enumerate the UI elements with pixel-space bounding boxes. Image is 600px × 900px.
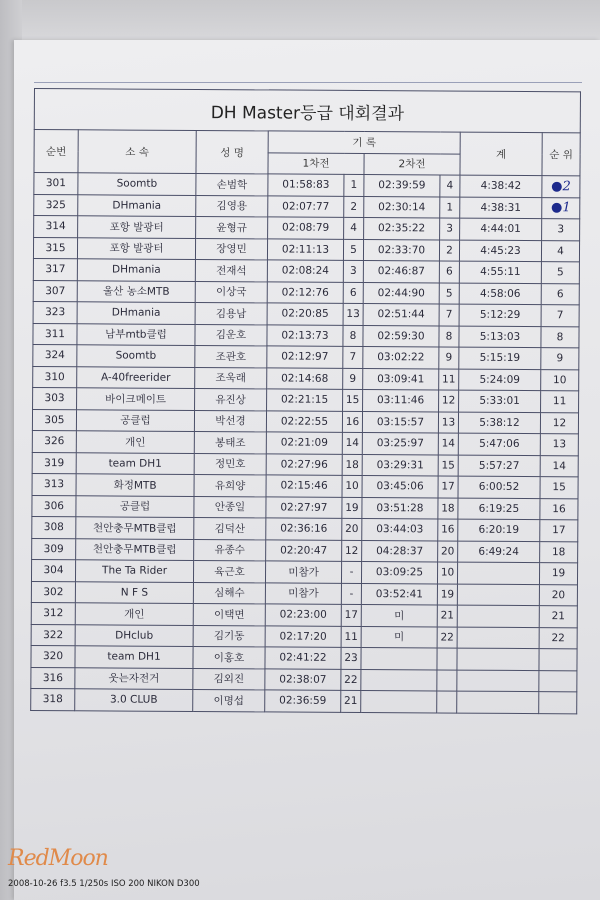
- results-table: [30, 88, 581, 714]
- row-final-rank: [539, 670, 577, 692]
- row-run2-rank: [437, 669, 457, 691]
- row-name: 김영용: [196, 195, 268, 217]
- row-final-rank: 3: [542, 219, 580, 241]
- row-name: 김기동: [193, 625, 265, 647]
- row-run2-time: [361, 669, 437, 691]
- row-run1-rank: 18: [342, 454, 362, 476]
- row-number: 325: [34, 194, 78, 216]
- row-run1-rank: 17: [341, 604, 361, 626]
- row-run2-rank: 21: [437, 605, 457, 627]
- page-title: DH Master등급 대회결과: [34, 89, 580, 133]
- row-team: 개인: [75, 603, 193, 625]
- row-run2-time: 04:28:37: [362, 540, 438, 562]
- row-team: 남부mtb클럽: [77, 323, 195, 345]
- row-run2-rank: 4: [440, 175, 460, 197]
- row-run1-time: 02:21:09: [266, 432, 342, 454]
- row-run1-time: 02:20:85: [267, 303, 343, 325]
- row-run2-time: 03:02:22: [363, 347, 439, 369]
- row-final-rank: 6: [541, 283, 579, 305]
- row-total: 5:47:06: [458, 433, 540, 455]
- row-final-rank: 20: [539, 584, 577, 606]
- row-team: team DH1: [76, 452, 194, 474]
- row-team: Soomtb: [78, 173, 196, 195]
- row-run2-rank: 8: [439, 325, 459, 347]
- row-final-rank: 16: [540, 498, 578, 520]
- row-final-rank: 11: [541, 391, 579, 413]
- exif-info: 2008-10-26 f3.5 1/250s ISO 200 NIKON D300: [8, 879, 200, 889]
- row-total: 5:33:01: [459, 390, 541, 412]
- row-run1-rank: 11: [341, 626, 361, 648]
- row-final-rank: 14: [540, 455, 578, 477]
- row-total: 4:58:06: [459, 283, 541, 305]
- row-total: 6:49:24: [458, 541, 540, 563]
- row-name: 안종일: [194, 496, 266, 518]
- row-run1-rank: 1: [344, 174, 364, 196]
- row-run2-time: 03:51:28: [362, 497, 438, 519]
- row-run2-rank: 14: [438, 433, 458, 455]
- header-name: 성 명: [196, 130, 268, 173]
- row-name: 이택면: [193, 603, 265, 625]
- row-name: 윤형규: [196, 216, 268, 238]
- row-number: 312: [31, 602, 75, 624]
- row-run2-time: 02:44:90: [363, 282, 439, 304]
- row-number: 314: [34, 216, 78, 238]
- row-run1-time: 02:15:46: [266, 475, 342, 497]
- row-final-rank: 8: [541, 326, 579, 348]
- row-run1-time: 01:58:83: [268, 174, 344, 196]
- row-number: 311: [33, 323, 77, 345]
- row-number: 307: [33, 280, 77, 302]
- row-name: 육근호: [193, 560, 265, 582]
- header-rank: 순 위: [542, 133, 580, 176]
- table-row: [31, 688, 577, 713]
- row-run1-time: 02:12:76: [267, 281, 343, 303]
- row-run2-rank: 11: [439, 368, 459, 390]
- header-number: 순번: [34, 130, 78, 173]
- row-run1-rank: -: [341, 561, 361, 583]
- row-total: [457, 627, 539, 649]
- row-run1-rank: -: [341, 583, 361, 605]
- row-name: 전재석: [195, 259, 267, 281]
- wall-background-top: [0, 0, 600, 42]
- row-number: 318: [31, 688, 75, 710]
- header-total: 계: [460, 132, 542, 176]
- row-run1-time: 02:11:13: [267, 238, 343, 260]
- row-total: 5:57:27: [458, 455, 540, 477]
- row-total: 5:13:03: [459, 326, 541, 348]
- row-run1-time: 02:07:77: [268, 195, 344, 217]
- row-team: 포항 발광터: [78, 216, 196, 238]
- row-run2-time: 02:33:70: [363, 239, 439, 261]
- row-name: 김운호: [195, 324, 267, 346]
- row-final-rank: 10: [541, 369, 579, 391]
- row-run2-time: 03:45:06: [362, 476, 438, 498]
- row-number: 302: [31, 581, 75, 603]
- row-final-rank: ●1: [542, 197, 580, 219]
- row-final-rank: 21: [539, 606, 577, 628]
- row-run1-rank: 20: [342, 518, 362, 540]
- row-run2-rank: 18: [438, 497, 458, 519]
- row-final-rank: 5: [541, 262, 579, 284]
- row-team: 개인: [76, 431, 194, 453]
- row-run1-rank: 8: [343, 325, 363, 347]
- row-number: 310: [33, 366, 77, 388]
- row-run1-rank: 14: [342, 432, 362, 454]
- row-run1-time: 02:14:68: [267, 367, 343, 389]
- row-final-rank: ●2: [542, 176, 580, 198]
- row-run2-rank: 5: [439, 282, 459, 304]
- header-run1: 1차전: [268, 152, 364, 174]
- row-final-rank: 9: [541, 348, 579, 370]
- row-number: 303: [33, 387, 77, 409]
- row-final-rank: 18: [540, 541, 578, 563]
- row-total: 5:15:19: [459, 347, 541, 369]
- row-run2-rank: 17: [438, 476, 458, 498]
- row-run2-time: 02:39:59: [364, 175, 440, 197]
- row-run2-rank: 16: [438, 519, 458, 541]
- row-run2-rank: 9: [439, 347, 459, 369]
- row-run2-rank: 15: [438, 454, 458, 476]
- row-team: N F S: [75, 581, 193, 603]
- row-run1-time: 02:08:79: [268, 217, 344, 239]
- row-run2-time: 02:46:87: [363, 261, 439, 283]
- row-team: 천안충무MTB클럽: [76, 517, 194, 539]
- row-final-rank: 12: [540, 412, 578, 434]
- row-run1-rank: 4: [344, 217, 364, 239]
- row-run2-time: 03:11:46: [363, 390, 439, 412]
- row-run1-rank: 2: [344, 196, 364, 218]
- row-run2-time: [361, 648, 437, 670]
- row-run1-time: 02:27:97: [266, 496, 342, 518]
- row-run1-time: 02:21:15: [267, 389, 343, 411]
- row-name: 유희양: [194, 474, 266, 496]
- row-name: 정민호: [194, 453, 266, 475]
- row-team: 울산 농소MTB: [77, 280, 195, 302]
- row-name: 심해수: [193, 582, 265, 604]
- row-run1-time: 02:12:97: [267, 346, 343, 368]
- row-run2-time: 02:59:30: [363, 325, 439, 347]
- row-run1-rank: 22: [341, 669, 361, 691]
- row-run1-rank: 13: [343, 303, 363, 325]
- row-total: 4:45:23: [459, 240, 541, 262]
- row-total: 6:00:52: [458, 476, 540, 498]
- row-run1-time: 02:36:59: [265, 690, 341, 712]
- row-team: 화정MTB: [76, 474, 194, 496]
- row-team: DHmania: [77, 259, 195, 281]
- row-team: 웃는자전거: [75, 667, 193, 689]
- row-run2-time: 03:09:41: [363, 368, 439, 390]
- row-run1-time: 02:23:00: [265, 604, 341, 626]
- row-run2-time: 03:25:97: [362, 433, 438, 455]
- row-final-rank: 22: [539, 627, 577, 649]
- row-run1-time: 02:41:22: [265, 647, 341, 669]
- row-name: 김외진: [193, 668, 265, 690]
- row-total: 4:38:42: [460, 175, 542, 197]
- row-run1-rank: 23: [341, 647, 361, 669]
- row-total: 5:38:12: [458, 412, 540, 434]
- row-total: [457, 648, 539, 670]
- row-total: 6:20:19: [458, 519, 540, 541]
- row-run2-time: 미: [361, 626, 437, 648]
- row-run1-time: 미참가: [265, 582, 341, 604]
- row-final-rank: [539, 649, 577, 671]
- row-run2-time: 03:15:57: [362, 411, 438, 433]
- row-run2-rank: [437, 648, 457, 670]
- row-run2-time: 02:51:44: [363, 304, 439, 326]
- row-team: 포항 발광터: [77, 237, 195, 259]
- row-total: 4:44:01: [460, 218, 542, 240]
- row-total: 4:55:11: [459, 261, 541, 283]
- row-number: 305: [32, 409, 76, 431]
- row-total: [457, 670, 539, 692]
- watermark-logo: RedMoon: [8, 846, 108, 871]
- row-run1-rank: 6: [343, 282, 363, 304]
- row-name: 박선경: [194, 410, 266, 432]
- row-name: 장영민: [195, 238, 267, 260]
- row-run1-rank: 10: [342, 475, 362, 497]
- row-run2-rank: 13: [438, 411, 458, 433]
- row-run2-time: 미: [361, 605, 437, 627]
- row-team: The Ta Rider: [75, 560, 193, 582]
- row-total: [457, 562, 539, 584]
- row-number: 304: [31, 559, 75, 581]
- row-run2-rank: 2: [439, 239, 459, 261]
- row-number: 326: [32, 430, 76, 452]
- row-run2-rank: 6: [439, 261, 459, 283]
- row-run2-rank: 10: [437, 562, 457, 584]
- row-final-rank: [539, 692, 577, 714]
- row-team: A-40freerider: [77, 366, 195, 388]
- row-run1-rank: 3: [343, 260, 363, 282]
- row-run1-rank: 15: [343, 389, 363, 411]
- row-team: 공클럽: [76, 495, 194, 517]
- row-team: 3.0 CLUB: [75, 689, 193, 711]
- row-name: 손범학: [196, 173, 268, 195]
- row-name: 봉태조: [194, 431, 266, 453]
- row-run2-time: 03:09:25: [361, 562, 437, 584]
- row-run1-time: 02:17:20: [265, 625, 341, 647]
- header-team: 소 속: [78, 130, 196, 174]
- row-team: Soomtb: [77, 345, 195, 367]
- row-number: 306: [32, 495, 76, 517]
- paper-top-line: [34, 82, 582, 83]
- row-name: 조욱래: [195, 367, 267, 389]
- row-number: 323: [33, 301, 77, 323]
- row-run1-rank: 7: [343, 346, 363, 368]
- row-name: 김용남: [195, 302, 267, 324]
- row-number: 317: [33, 258, 77, 280]
- row-team: 공클럽: [76, 409, 194, 431]
- row-final-rank: 4: [541, 240, 579, 262]
- row-run2-rank: 12: [439, 390, 459, 412]
- row-run2-time: [361, 691, 437, 713]
- row-total: 5:12:29: [459, 304, 541, 326]
- row-run1-time: 미참가: [265, 561, 341, 583]
- header-run2: 2차전: [364, 153, 460, 175]
- row-run1-time: 02:27:96: [266, 453, 342, 475]
- row-run1-rank: 21: [341, 690, 361, 712]
- row-run1-time: 02:20:47: [266, 539, 342, 561]
- row-run2-time: 02:30:14: [364, 196, 440, 218]
- row-number: 316: [31, 667, 75, 689]
- row-name: 이홍호: [193, 646, 265, 668]
- row-total: [457, 691, 539, 713]
- row-run2-time: 02:35:22: [364, 218, 440, 240]
- row-number: 322: [31, 624, 75, 646]
- row-run1-time: 02:38:07: [265, 668, 341, 690]
- row-number: 324: [33, 344, 77, 366]
- row-final-rank: 15: [540, 477, 578, 499]
- row-run1-rank: 19: [342, 497, 362, 519]
- row-number: 319: [32, 452, 76, 474]
- row-final-rank: 7: [541, 305, 579, 327]
- row-name: 이상국: [195, 281, 267, 303]
- row-name: 유종수: [194, 539, 266, 561]
- results-body: [31, 173, 580, 714]
- row-run1-rank: 9: [343, 368, 363, 390]
- row-team: 바이크메이트: [77, 388, 195, 410]
- row-team: DHmania: [78, 194, 196, 216]
- row-run1-rank: 16: [342, 411, 362, 433]
- row-name: 유진상: [195, 388, 267, 410]
- row-total: 4:38:31: [460, 197, 542, 219]
- row-final-rank: 13: [540, 434, 578, 456]
- row-run2-rank: 22: [437, 626, 457, 648]
- row-number: 308: [32, 516, 76, 538]
- row-total: [457, 605, 539, 627]
- row-run2-rank: [437, 691, 457, 713]
- row-run1-time: 02:08:24: [267, 260, 343, 282]
- row-final-rank: 17: [540, 520, 578, 542]
- row-run1-rank: 12: [342, 540, 362, 562]
- row-final-rank: 19: [539, 563, 577, 585]
- row-run2-rank: 7: [439, 304, 459, 326]
- row-team: team DH1: [75, 646, 193, 668]
- row-total: [457, 584, 539, 606]
- row-total: 6:19:25: [458, 498, 540, 520]
- row-number: 309: [32, 538, 76, 560]
- row-run2-rank: 3: [440, 218, 460, 240]
- row-run1-time: 02:13:73: [267, 324, 343, 346]
- row-number: 301: [34, 173, 78, 195]
- row-run2-rank: 20: [438, 540, 458, 562]
- row-number: 313: [32, 473, 76, 495]
- row-run2-rank: 19: [437, 583, 457, 605]
- row-total: 5:24:09: [459, 369, 541, 391]
- row-run2-time: 03:44:03: [362, 519, 438, 541]
- row-name: 이명섭: [193, 689, 265, 711]
- row-team: DHclub: [75, 624, 193, 646]
- row-number: 320: [31, 645, 75, 667]
- row-name: 조관호: [195, 345, 267, 367]
- row-run2-rank: 1: [440, 196, 460, 218]
- row-team: 천안충무MTB클럽: [76, 538, 194, 560]
- row-run1-rank: 5: [343, 239, 363, 261]
- row-run2-time: 03:29:31: [362, 454, 438, 476]
- row-run2-time: 03:52:41: [361, 583, 437, 605]
- row-number: 315: [33, 237, 77, 259]
- header-record: 기 록: [268, 131, 460, 154]
- row-name: 김덕산: [194, 517, 266, 539]
- row-team: DHmania: [77, 302, 195, 324]
- row-run1-time: 02:36:16: [266, 518, 342, 540]
- row-run1-time: 02:22:55: [266, 410, 342, 432]
